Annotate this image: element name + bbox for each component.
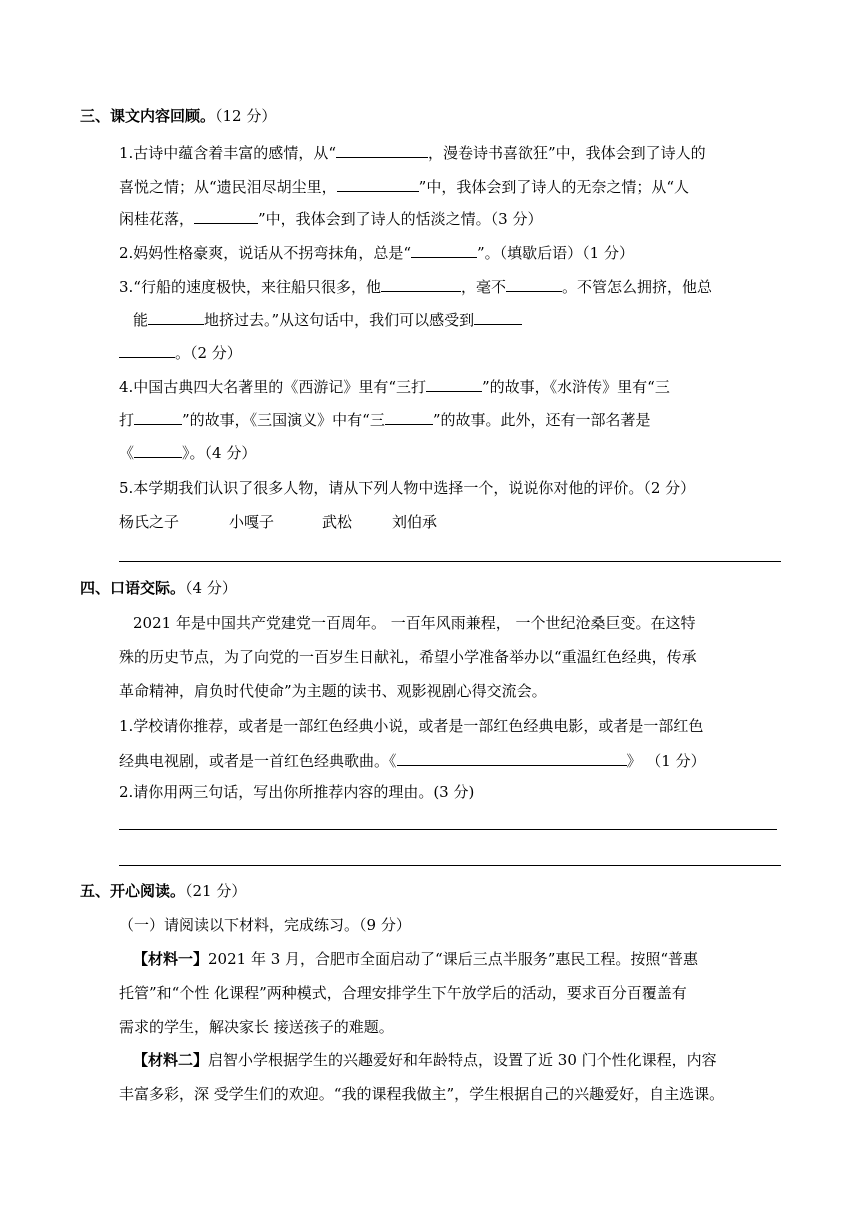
q1-line1 [119,141,706,163]
q3-blank-2[interactable] [506,275,562,292]
section5-heading [80,881,246,901]
section4-intro-3: 革命精神，肩负时代使命”为主题的读书、观影视剧心得交流会。 [119,682,547,700]
q4-text: 《 [119,444,135,462]
q1-line3 [119,207,543,229]
q4-line3 [119,441,256,463]
q4-blank-1[interactable] [426,375,482,392]
q4-text: 打 [119,411,135,429]
q1-blank-2[interactable] [337,175,419,192]
s4-q2-answer-line-2[interactable] [119,865,781,866]
section4-title: 四、口语交际。 [80,579,186,597]
q3-blank-4-cont[interactable] [119,341,175,358]
material1-line3: 需求的学生，解决家长 接送孩子的难题。 [119,1018,394,1036]
s4-q1-blank[interactable] [397,749,627,766]
section5-title: 五、开心阅读。 [80,882,186,900]
section3-title: 三、课文内容回顾。 [80,107,216,125]
s4-q1-text: 》 （1 分） [626,752,706,770]
q2-blank[interactable] [411,241,477,258]
q1-line2 [119,175,689,197]
q3-line1 [119,275,712,297]
q2-text: ”。（填歇后语）（1 分） [476,244,634,262]
section3-heading [80,106,276,126]
q5-answer-line[interactable] [119,561,781,562]
q3-text: 能 [133,311,149,329]
q1-text: ”中，我体会到了诗人的无奈之情；从“人 [418,178,690,196]
q5-line [119,478,695,498]
q1-blank-3[interactable] [194,207,258,224]
section4-score: （4 分） [185,579,237,597]
q4-text: 4.中国古典四大名著里的《西游记》里有“三打 [119,378,426,396]
material2-text: 启智小学根据学生的兴趣爱好和年龄特点，设置了近 30 门个性化课程，内容 [208,1051,717,1069]
q1-text: ”中，我体会到了诗人的恬淡之情。（3 分） [258,210,543,228]
q2-text: 2.妈妈性格豪爽，说话从不拐弯抹角，总是“ [119,244,411,262]
q4-blank-3[interactable] [385,408,433,425]
material1-line1 [133,949,698,969]
q3-text: ，毫不 [460,278,506,296]
q3-line3 [119,341,242,363]
person-option: 刘伯承 [392,513,438,531]
material2-line1 [133,1050,717,1070]
q4-text: ”的故事，《三国演义》中有“三 [182,411,385,429]
q5-names [119,512,437,532]
q4-blank-2[interactable] [134,408,182,425]
q1-text: 1.古诗中蕴含着丰富的感情，从“ [119,144,336,162]
material1-text: 2021 年 3 月，合肥市全面启动了“课后三点半服务”惠民工程。按照“普惠 [208,950,699,968]
q2-line [119,241,634,263]
q1-blank-1[interactable] [336,141,428,158]
q3-line2 [133,308,522,330]
q3-blank-4[interactable] [474,308,522,325]
q3-blank-3[interactable] [148,308,204,325]
q1-text: ，漫卷诗书喜欲狂”中，我体会到了诗人的 [427,144,706,162]
section4-heading [80,578,237,598]
s4-q2-line: 2.请你用两三句话，写出你所推荐内容的理由。(3 分) [119,783,475,801]
material2-line2: 丰富多彩，深 受学生们的欢迎。“我的课程我做主”，学生根据自己的兴趣爱好，自主选课。 [119,1085,725,1103]
q3-text: 。（2 分） [175,344,242,362]
q3-text: 。不管怎么拥挤，他总 [562,278,713,296]
q4-blank-4[interactable] [134,441,182,458]
q5-text: 5.本学期我们认识了很多人物，请从下列人物中选择一个，说说你对他的评价。（2 分） [119,479,696,497]
q4-text: 》。（4 分） [182,444,257,462]
person-option: 杨氏之子 [119,513,180,531]
q4-text: ”的故事。此外，还有一部名著是 [432,411,651,429]
material1-label: 【材料一】 [133,950,209,968]
q4-text: ”的故事，《水浒传》里有“三 [481,378,670,396]
q3-text: 3.“行船的速度极快，来往船只很多，他 [119,278,381,296]
q1-text: 闲桂花落， [119,210,195,228]
q3-blank-1[interactable] [381,275,461,292]
s4-q1-text: 经典电视剧，或者是一首红色经典歌曲。《 [119,752,397,770]
person-option: 武松 [322,513,353,531]
material2-label: 【材料二】 [133,1051,209,1069]
s5-part1-title: （一）请阅读以下材料，完成练习。（9 分） [119,916,411,934]
q1-text: 喜悦之情；从“遗民泪尽胡尘里， [119,178,337,196]
section4-intro-2: 殊的历史节点，为了向党的一百岁生日献礼，希望小学准备举办以“重温红色经典，传承 [119,648,697,666]
q3-text: 地挤过去。”从这句话中，我们可以感受到 [204,311,475,329]
section3-score: （12 分） [215,107,277,125]
material1-line2: 托管”和“个性 化课程”两种模式，合理安排学生下午放学后的活动，要求百分百覆盖有 [119,984,687,1002]
section4-intro-1: 2021 年是中国共产党建党一百周年。 一百年风雨兼程， 一个世纪沧桑巨变。在这特 [133,614,696,632]
section5-score: （21 分） [185,882,247,900]
s4-q1-line2 [119,749,706,771]
q4-line2 [119,408,651,430]
person-option: 小嘎子 [229,513,275,531]
s4-q2-answer-line-1[interactable] [119,829,777,830]
s4-q1-line1: 1.学校请你推荐，或者是一部红色经典小说，或者是一部红色经典电影，或者是一部红色 [119,717,704,735]
q4-line1 [119,375,670,397]
